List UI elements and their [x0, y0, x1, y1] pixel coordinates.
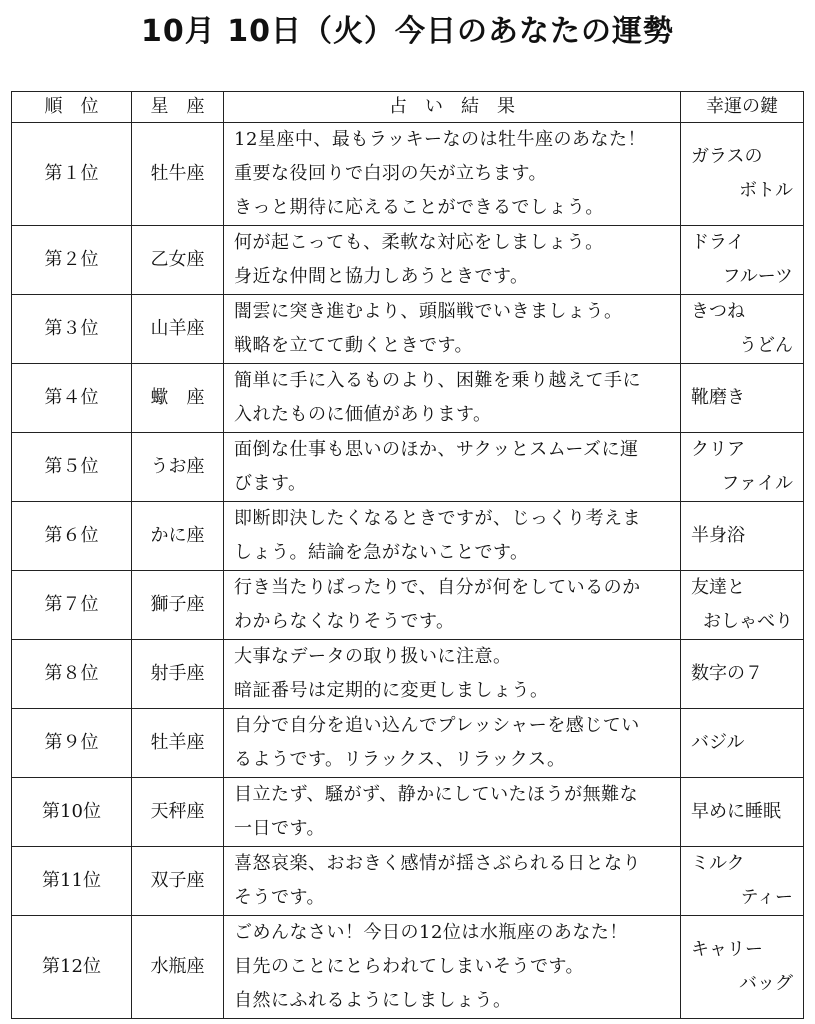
- lucky-cell: [681, 364, 804, 433]
- result-line: 簡単に手に入るものより、困難を乗り越えて手に: [234, 370, 641, 391]
- rank-cell: 第５位: [12, 433, 132, 502]
- lucky-cell: [681, 709, 804, 778]
- lucky-cell: [681, 295, 804, 364]
- table-row: [12, 916, 804, 1019]
- result-line: 大事なデータの取り扱いに注意。: [234, 646, 512, 667]
- result-line: 戦略を立てて動くときです。: [234, 335, 474, 356]
- result-line: 目立たず、騒がず、静かにしていたほうが無難な: [234, 784, 639, 805]
- result-line: 闇雲に突き進むより、頭脳戦でいきましょう。: [234, 301, 623, 322]
- result-line: 喜怒哀楽、おおきく感情が揺さぶられる日となり: [234, 853, 641, 874]
- lucky-cell: [681, 226, 804, 295]
- lucky-item-line: おしゃべり: [703, 611, 793, 632]
- rank-cell: 第８位: [12, 640, 132, 709]
- result-cell: [224, 778, 681, 847]
- rank-cell: 第７位: [12, 571, 132, 640]
- lucky-cell: [681, 571, 804, 640]
- table-row: [12, 295, 804, 364]
- result-line: 身近な仲間と協力しあうときです。: [234, 266, 529, 287]
- table-row: [12, 778, 804, 847]
- lucky-item-line: バッグ: [739, 973, 793, 994]
- result-line: 目先のことにとらわれてしまいそうです。: [234, 956, 585, 977]
- lucky-cell: [681, 502, 804, 571]
- sign-cell: 天秤座: [132, 778, 224, 847]
- sign-cell: 牡牛座: [132, 123, 224, 226]
- result-line: 自分で自分を追い込んでプレッシャーを感じてい: [234, 715, 640, 736]
- result-line: きっと期待に応えることができるでしょう。: [234, 197, 604, 218]
- result-cell: [224, 709, 681, 778]
- sign-cell: 水瓶座: [132, 916, 224, 1019]
- lucky-cell: [681, 778, 804, 847]
- rank-cell: 第１位: [12, 123, 132, 226]
- result-line: そうです。: [234, 887, 326, 908]
- result-cell: [224, 847, 681, 916]
- lucky-item-line: 早めに睡眠: [691, 801, 781, 822]
- lucky-item-line: ガラスの: [691, 146, 763, 167]
- lucky-item-line: 友達と: [691, 577, 745, 598]
- sign-cell: 双子座: [132, 847, 224, 916]
- rank-cell: 第10位: [12, 778, 132, 847]
- table-row: [12, 123, 804, 226]
- table-row: [12, 502, 804, 571]
- table-row: [12, 571, 804, 640]
- header-result: 占 い 結 果: [224, 92, 681, 123]
- result-cell: [224, 502, 681, 571]
- result-cell: [224, 295, 681, 364]
- result-line: 12星座中、最もラッキーなのは牡牛座のあなた！: [234, 129, 647, 150]
- table-row: [12, 847, 804, 916]
- lucky-item-line: キャリー: [691, 939, 763, 960]
- rank-cell: 第４位: [12, 364, 132, 433]
- lucky-item-line: ティー: [740, 887, 793, 908]
- result-line: 何が起こっても、柔軟な対応をしましょう。: [234, 232, 604, 253]
- result-line: 暗証番号は定期的に変更しましょう。: [234, 680, 549, 701]
- table-row: [12, 709, 804, 778]
- rank-cell: 第２位: [12, 226, 132, 295]
- result-line: るようです。リラックス、リラックス。: [234, 749, 566, 770]
- result-line: 入れたものに価値があります。: [234, 404, 492, 425]
- sign-cell: 射手座: [132, 640, 224, 709]
- lucky-cell: [681, 916, 804, 1019]
- lucky-cell: [681, 433, 804, 502]
- sign-cell: 牡羊座: [132, 709, 224, 778]
- table-row: [12, 640, 804, 709]
- rank-cell: 第３位: [12, 295, 132, 364]
- rank-cell: 第12位: [12, 916, 132, 1019]
- result-line: 即断即決したくなるときですが、じっくり考えま: [234, 508, 641, 529]
- result-line: わからなくなりそうです。: [234, 611, 455, 632]
- lucky-item-line: バジル: [691, 732, 745, 753]
- result-line: 重要な役回りで白羽の矢が立ちます。: [234, 163, 548, 184]
- header-rank: 順 位: [12, 92, 132, 123]
- lucky-item-line: 半身浴: [691, 525, 745, 546]
- result-line: 自然にふれるようにしましょう。: [234, 990, 512, 1011]
- lucky-item-line: 靴磨き: [691, 387, 745, 408]
- result-cell: [224, 226, 681, 295]
- result-line: しょう。結論を急がないことです。: [234, 542, 529, 563]
- lucky-item-line: フルーツ: [722, 266, 793, 287]
- result-cell: [224, 916, 681, 1019]
- lucky-cell: [681, 847, 804, 916]
- lucky-item-line: クリア: [691, 439, 745, 460]
- lucky-item-line: きつね: [691, 301, 745, 322]
- result-line: びます。: [234, 473, 307, 494]
- sign-cell: 乙女座: [132, 226, 224, 295]
- page-title: 10月 10日（火）今日のあなたの運勢: [141, 14, 674, 49]
- lucky-item-line: ミルク: [691, 853, 745, 874]
- lucky-item-line: ドライ: [691, 232, 745, 253]
- result-cell: [224, 433, 681, 502]
- result-line: 一日です。: [234, 818, 326, 839]
- result-cell: [224, 640, 681, 709]
- fortune-table: [11, 91, 804, 1019]
- sign-cell: 山羊座: [132, 295, 224, 364]
- lucky-item-line: ファイル: [721, 473, 793, 494]
- sign-cell: 獅子座: [132, 571, 224, 640]
- lucky-cell: [681, 123, 804, 226]
- table-row: [12, 433, 804, 502]
- result-cell: [224, 364, 681, 433]
- result-cell: [224, 571, 681, 640]
- lucky-item-line: うどん: [739, 335, 793, 356]
- lucky-item-line: ボトル: [739, 180, 793, 201]
- rank-cell: 第11位: [12, 847, 132, 916]
- sign-cell: うお座: [132, 433, 224, 502]
- result-line: ごめんなさい！今日の12位は水瓶座のあなた！: [234, 922, 628, 943]
- lucky-item-line: 数字の７: [691, 663, 763, 684]
- result-line: 面倒な仕事も思いのほか、サクッとスムーズに運: [234, 439, 639, 460]
- header-sign: 星 座: [132, 92, 224, 123]
- rank-cell: 第６位: [12, 502, 132, 571]
- table-row: [12, 226, 804, 295]
- lucky-cell: [681, 640, 804, 709]
- table-header-row: [12, 92, 804, 123]
- sign-cell: かに座: [132, 502, 224, 571]
- result-cell: [224, 123, 681, 226]
- header-lucky: 幸運の鍵: [681, 92, 804, 123]
- sign-cell: 蠍 座: [132, 364, 224, 433]
- table-row: [12, 364, 804, 433]
- rank-cell: 第９位: [12, 709, 132, 778]
- result-line: 行き当たりばったりで、自分が何をしているのか: [234, 577, 641, 598]
